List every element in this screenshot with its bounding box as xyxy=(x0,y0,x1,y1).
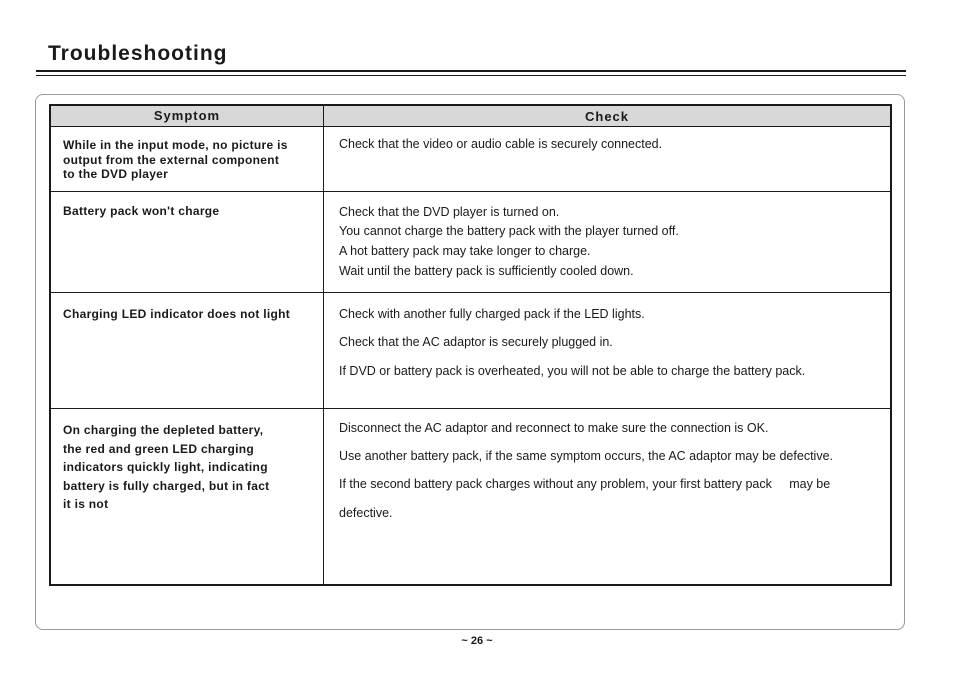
symptom-line: the red and green LED charging xyxy=(63,441,255,456)
symptom-line: indicators quickly light, indicating xyxy=(63,460,268,474)
check-item: Use another battery pack, if the same symptom occurs, the AC adaptor may be defective. xyxy=(339,449,833,463)
check-item: Check with another fully charged pack if the LED lights. xyxy=(339,307,645,321)
symptom-line: Battery pack won't charge xyxy=(63,204,220,218)
column-divider xyxy=(323,104,324,586)
check-item: If DVD or battery pack is overheated, you will not be able to charge the battery pack. xyxy=(339,364,806,378)
check-item: You cannot charge the battery pack with the player turned off. xyxy=(339,224,679,238)
title-rule-thin xyxy=(36,75,906,76)
check-column-header: Check xyxy=(584,109,630,124)
check-item: Check that the DVD player is turned on. xyxy=(339,205,560,219)
check-item: Disconnect the AC adaptor and reconnect to make sure the connection is OK. xyxy=(339,421,769,435)
check-item: defective. xyxy=(339,506,393,520)
symptom-line: to the DVD player xyxy=(63,167,169,181)
symptom-line: it is not xyxy=(63,497,109,511)
check-item: Check that the AC adaptor is securely plugged in. xyxy=(339,335,613,349)
check-item: A hot battery pack may take longer to charge. xyxy=(339,244,591,258)
symptom-line: On charging the depleted battery, xyxy=(63,423,264,437)
symptom-line: output from the external component xyxy=(63,152,280,167)
row-divider xyxy=(51,292,890,293)
symptom-column-header: Symptom xyxy=(153,108,221,123)
row-divider xyxy=(51,408,890,409)
row-divider xyxy=(51,191,890,192)
symptom-cell xyxy=(63,421,318,514)
check-item: Wait until the battery pack is sufficiently cooled down. xyxy=(339,264,634,278)
header-divider xyxy=(51,126,890,127)
symptom-cell xyxy=(63,204,318,218)
title-rule xyxy=(36,70,906,72)
symptom-line: Charging LED indicator does not light xyxy=(63,307,291,321)
check-item: Check that the video or audio cable is securely connected. xyxy=(339,137,663,151)
page-number: ~ 26 ~ xyxy=(461,635,493,647)
symptom-cell xyxy=(63,138,318,182)
page-title: Troubleshooting xyxy=(48,42,228,65)
check-item: If the second battery pack charges without any problem, your first battery pack may be xyxy=(339,477,831,491)
symptom-line: While in the input mode, no picture is xyxy=(63,138,288,152)
symptom-line: battery is fully charged, but in fact xyxy=(63,478,270,493)
symptom-cell xyxy=(63,307,318,321)
